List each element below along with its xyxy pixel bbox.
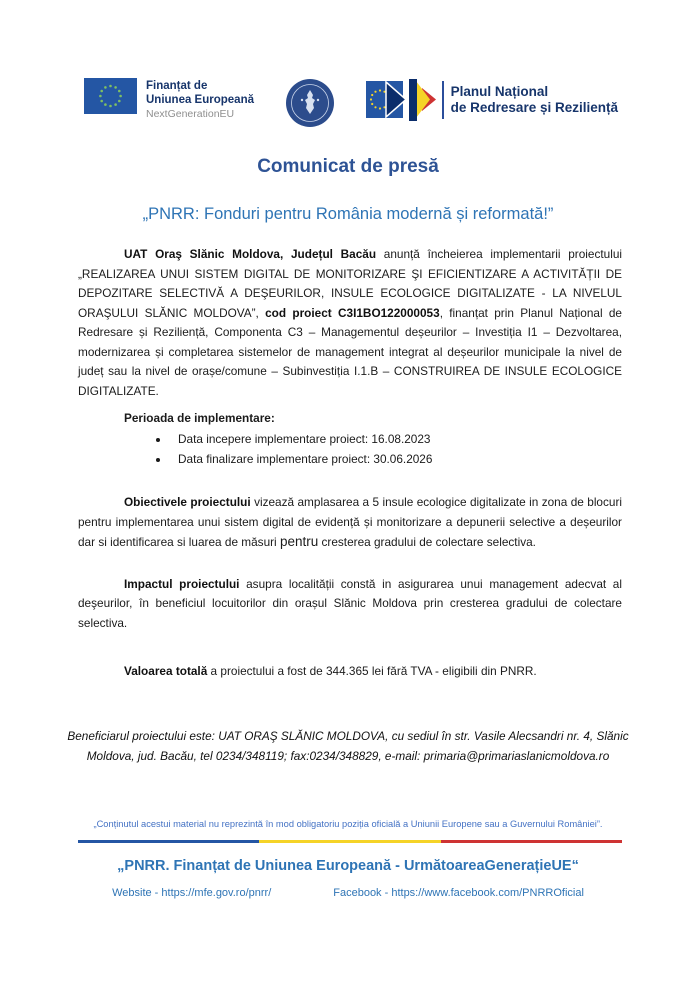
eu-logo-line3: NextGenerationEU bbox=[146, 108, 235, 120]
pnrr-arrows-icon bbox=[366, 78, 436, 122]
romanian-tricolor-divider bbox=[78, 840, 622, 843]
footer-links bbox=[0, 887, 696, 899]
intro-text-2: , finanțat prin Planul Național de Redresare și Reziliență, Componenta C3 – Managementul deșeurilor – Investiția I1 – Dezvoltarea, modernizarea și completarea sistemelor de management integrat al deșeurilor municipale la nivel de județ sau la nivel de orașe/comune – Subinvestiția I.1.B – CONSTRUIREA DE INSULE ECOLOGICE DIGITALIZATE. bbox=[78, 305, 622, 398]
objectives-paragraph bbox=[78, 493, 622, 553]
project-code-bold: cod proiect C3I1BO122000053 bbox=[265, 305, 440, 320]
intro-paragraph bbox=[78, 245, 622, 401]
impact-paragraph bbox=[78, 575, 622, 634]
tricolor-yellow-segment bbox=[259, 840, 440, 843]
website-link[interactable]: Website - https://mfe.gov.ro/pnrr/ bbox=[112, 886, 272, 899]
beneficiary-contact-paragraph: Beneficiarul proiectului este: UAT ORAŞ SLĂNIC MOLDOVA, cu sediul în str. Vasile Alecsandri nr. 4, Slănic Moldova, jud. Bacău, tel 0234/348119; fax:0234/348829, e-mail: primaria@primariaslanicmoldova.ro bbox=[67, 728, 629, 763]
romanian-government-seal-icon bbox=[285, 78, 335, 133]
intro-text-1: anunță încheierea implementarii proiectului „REALIZAREA UNUI SISTEM DIGITAL DE MONITORIZARE ŞI EFICIENTIZARE A ACTIVITĂȚII DE DEPOZITARE SELECTIVĂ A DEŞEURILOR, INSULE ECOLOGICE DIGITALIZATE - LA NIVELUL ORAŞULUI SLĂNIC MOLDOVA”, bbox=[78, 247, 623, 320]
period-bullet-list bbox=[170, 429, 622, 469]
page-title: Comunicat de presă bbox=[257, 156, 439, 177]
eu-logo-line1: Finanțat de bbox=[146, 80, 208, 92]
facebook-link[interactable]: Facebook - https://www.facebook.com/PNRROficial bbox=[333, 886, 584, 899]
eu-flag-icon bbox=[84, 78, 137, 114]
objectives-text-2: cresterea gradului de colectare selectiva. bbox=[318, 535, 536, 549]
tricolor-blue-segment bbox=[78, 840, 259, 843]
bullet-start-date: • Data incepere implementare proiect: 16.08.2023 bbox=[170, 429, 622, 449]
value-paragraph bbox=[78, 662, 622, 682]
value-label-bold: Valoarea totală bbox=[124, 664, 208, 678]
pnrr-logo bbox=[366, 78, 618, 122]
objectives-emphasis: pentru bbox=[279, 534, 319, 549]
pnrr-slogan: „PNRR. Finanțat de Uniunea Europeană - UrmătoareaGenerațieUE“ bbox=[117, 857, 579, 874]
pnrr-logo-text bbox=[451, 84, 618, 116]
disclaimer-text: „Conținutul acestui material nu reprezintă în mod obligatoriu poziția oficială a Uniunii Europene sau a Guvernului României”. bbox=[93, 818, 603, 829]
objectives-label-bold: Obiectivele proiectului bbox=[124, 495, 251, 509]
pnrr-logo-line1: Planul Național bbox=[450, 84, 549, 99]
eu-logo-line2: Uniunea Europeană bbox=[146, 94, 254, 106]
logo-header bbox=[0, 0, 696, 133]
value-text: a proiectului a fost de 344.365 lei fără TVA - eligibili din PNRR. bbox=[207, 664, 537, 678]
impact-text: asupra localității constă in asigurarea unui management adecvat al deşeurilor, în beneficiul locuitorilor din orașul Slănic Moldova prin cresterea gradului de colectare selectiva. bbox=[78, 576, 622, 630]
eu-logo-text bbox=[146, 78, 254, 122]
period-heading: Perioada de implementare: bbox=[124, 411, 275, 425]
pnrr-logo-line2: de Redresare și Reziliență bbox=[450, 100, 618, 115]
tricolor-red-segment bbox=[441, 840, 622, 843]
eu-funding-logo bbox=[84, 78, 254, 122]
impact-label-bold: Impactul proiectului bbox=[124, 576, 240, 591]
pnrr-logo-divider bbox=[442, 81, 444, 119]
beneficiary-name-bold: UAT Oraş Slănic Moldova, Județul Bacău bbox=[124, 247, 377, 261]
objectives-text-1: vizează amplasarea a 5 insule ecologice digitalizate in zona de blocuri pentru implementarea unui sistem digital de evidență și monitorizare a depunerii selective a deșeurilor dar si identificarea si luarea de măsuri bbox=[78, 495, 623, 549]
page-subtitle: „PNRR: Fonduri pentru România modernă și reformată!” bbox=[142, 205, 554, 223]
bullet-end-date: • Data finalizare implementare proiect: 30.06.2026 bbox=[170, 449, 622, 469]
